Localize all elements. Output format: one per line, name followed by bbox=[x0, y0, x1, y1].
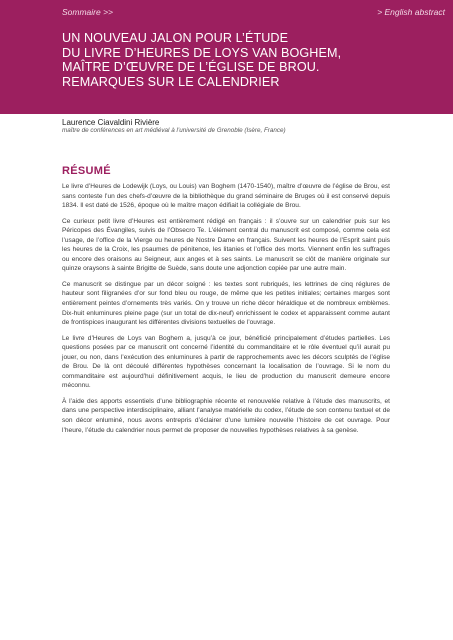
nav-bar bbox=[62, 7, 445, 20]
author-affiliation: maître de conférences en art médiéval à l’université de Grenoble (Isère, France) bbox=[62, 127, 286, 134]
paragraph-3: Ce manuscrit se distingue par un décor soigné : les textes sont rubriqués, les lettrines de cinq réglures de hauteur sont filigranées d’or sur fond bleu ou rouge, de même que les petites initiales; certaines marges sont entièrement peintes d’ornements très variés. On y trouve un riche décor héraldique et de nombreux emblèmes. Dix-huit enluminures pleine page (sur un total de dix-neuf) enrichissent le codex et apparaissent comme autant de frontispices inaugurant les différentes divisions textuelles de l’ouvrage. bbox=[62, 280, 390, 327]
title-line-1: UN NOUVEAU JALON POUR L’ÉTUDE bbox=[62, 31, 289, 45]
paragraph-2: Ce curieux petit livre d’Heures est entièrement rédigé en français : il s’ouvre sur un calendrier puis sur les Péricopes des Évangiles, suivis de l’Obsecro Te. L’élément central du manuscrit est composé, comme cela est l’usage, de l’office de la Vierge ou heures de Nostre Dame en français. Suivent les heures de l’Esprit saint puis les heures de la Croix, les psaumes de pénitence, les litanies et l’office des morts. Viennent enfin les suffrages ou encore des oraisons au Seigneur, aux anges et à ses saints. Le manuscrit se clôt de manière originale sur quinze oraysons à sainte Brigitte de Suède, sans doute une adjonction copiée par une autre main. bbox=[62, 217, 390, 273]
title-line-3: MAÎTRE D’ŒUVRE DE L’ÉGLISE DE BROU. bbox=[62, 60, 320, 75]
abstract-body bbox=[62, 182, 390, 441]
paragraph-4: Le livre d’Heures de Loys van Boghem a, jusqu’à ce jour, bénéficié principalement d’études partielles. Les questions posées par ce manuscrit ont concerné l’identité du commanditaire et le rôle éventuel qu’il aurait pu jouer, ou non, dans l’exécution des enluminures à partir de rapprochements avec les décors sculptés de l’église de Brou. De là ont découlé différentes hypothèses concernant la localisation de l’ouvrage. Si le nom du commanditaire est aujourd’hui définitivement acquis, le lieu de production du manuscrit demeure encore méconnu. bbox=[62, 334, 390, 390]
section-heading: RÉSUMÉ bbox=[62, 165, 111, 178]
paragraph-5: À l’aide des apports essentiels d’une bibliographie récente et renouvelée relative à l’étude des manuscrits, et dans une perspective interdisciplinaire, alliant l’analyse matérielle du codex, l’étude de son contenu textuel et de son décor enluminé, nous avons entrepris d’éclairer d’une lumière nouvelle l’histoire de cet ouvrage. Pour l’heure, l’étude du calendrier nous permet de proposer de nouvelles hypothèses relatives à sa genèse. bbox=[62, 397, 390, 434]
title-line-2: DU LIVRE D’HEURES DE LOYS VAN BOGHEM, bbox=[62, 45, 342, 60]
author-name: Laurence Ciavaldini Rivière bbox=[62, 118, 160, 127]
article-title bbox=[62, 31, 445, 89]
english-abstract-link[interactable]: > English abstract bbox=[377, 7, 445, 17]
paragraph-1: Le livre d’Heures de Lodewijk (Loys, ou Louis) van Boghem (1470-1540), maître d’œuvre de l’église de Brou, est sans conteste l’un des chefs-d’œuvre de la bibliothèque du grand séminaire de Bruges où il est conservé depuis 1834. Il est daté de 1526, époque où le maître maçon édifiait la collégiale de Brou. bbox=[62, 183, 390, 210]
header-banner bbox=[0, 0, 453, 114]
title-line-4: REMARQUES SUR LE CALENDRIER bbox=[62, 74, 280, 89]
sommaire-link[interactable]: Sommaire >> bbox=[62, 7, 114, 17]
